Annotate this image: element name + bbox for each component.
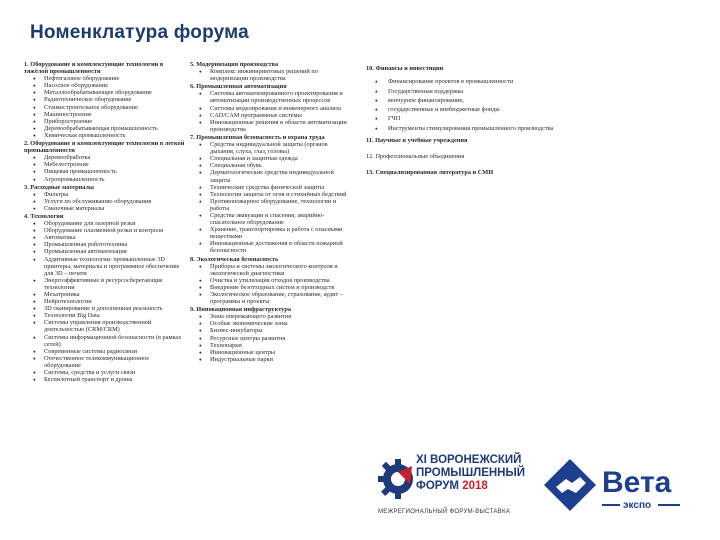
list-item: ● Инновационные достижения в области пожарной безопасности <box>190 240 352 254</box>
list-item: ● Энергоэффективные и ресурсосберегающие технологии <box>24 277 186 291</box>
section-heading: 7. Промышленная безопасность и охрана труда <box>190 133 325 141</box>
section-heading: 5. Модернизация производства <box>190 61 279 68</box>
section-heading-13: 13. Специализированная литература и СМИ <box>366 168 494 176</box>
veta-subtitle: экспо <box>623 500 652 511</box>
forum-logo <box>376 440 531 530</box>
list-item: ● Приборы и системы экологического контроля и экологической диагностики <box>190 263 352 277</box>
list-item: ● Особые экономические зоны <box>190 320 352 327</box>
list-item: ● Отечественное телекоммуникационное оборудование <box>24 355 186 369</box>
section-heading: 2. Оборудование и комплектующие технологии в легкой промышленности <box>24 140 185 155</box>
list-item: ● Системы, средства и услуги связи <box>24 369 186 376</box>
list-item: ● Фильтры <box>24 191 186 198</box>
list-item: ● Бизнес-инкубаторы <box>190 327 352 334</box>
list-item: ● Мебелестроение <box>24 161 186 168</box>
column-3 <box>366 60 566 176</box>
section-list <box>190 141 352 255</box>
list-item: ● Смазочные материалы <box>24 205 186 212</box>
section-heading: 1. Оборудование и комплектующие технологии в тяжёлой промышленности <box>24 61 164 76</box>
list-item: ● Мехатроника <box>24 291 186 298</box>
list-item: ● Инструменты стимулирования промышленного производства <box>366 125 566 132</box>
list-item: ● Беспилотный транспорт и дроны <box>24 376 186 383</box>
list-item: ● Аддитивные технологии: промышленные 3D принтеры, материалы и программное обеспечение для 3D – печати <box>24 256 186 277</box>
list-item: ● Технологии Big Data <box>24 312 186 319</box>
section-list <box>24 220 186 383</box>
list-item: ● Нейротехнологии <box>24 298 186 305</box>
veta-name: Вета <box>602 466 672 499</box>
forum-subtitle: МЕЖРЕГИОНАЛЬНЫЙ ФОРУМ-ВЫСТАВКА <box>378 509 511 515</box>
list-item: ● Средства эвакуации и спасения, аварийно-спасательное оборудование <box>190 212 352 226</box>
list-item: ● Специальная обувь <box>190 162 352 169</box>
list-item: ● Оборудование плазменной резки и контроля <box>24 227 186 234</box>
list-item: ● CAD/CAM программные системы <box>190 112 352 119</box>
list-item: ● 3D сканирование и дополненная реальность <box>24 305 186 312</box>
section-list <box>190 90 352 133</box>
list-item: ● Ресурсные центры развития <box>190 335 352 342</box>
list-item: ● Дерматологические средства индивидуальной защиты <box>190 169 352 183</box>
list-item: ● Финансирование проектов в промышленности <box>366 78 566 85</box>
forum-line-3: ФОРУМ <box>416 480 460 492</box>
list-item: ● Пищевая промышленность <box>24 168 186 175</box>
list-item: ● Насосное оборудование <box>24 82 186 89</box>
list-item: ● Деревообработка <box>24 154 186 161</box>
section-heading: 3. Расходные материалы <box>24 183 94 191</box>
list-item: ● Инновационные решения в области автоматизации производства <box>190 119 352 133</box>
section-list <box>190 313 352 363</box>
list-item: ● Специальная и защитная одежда <box>190 155 352 162</box>
list-item: ● Внедрение безотходных систем и производств <box>190 284 352 291</box>
list-item: ● Средства индивидуальной защиты (органов дыхания, слуха, глаз, головы) <box>190 141 352 155</box>
list-item: ● Радиотехническое оборудование <box>24 96 186 103</box>
forum-line-2: ПРОМЫШЛЕННЫЙ <box>416 467 525 479</box>
list-item: ● Инновационные центры <box>190 349 352 356</box>
list-item: ● Индустриальные парки <box>190 356 352 363</box>
section-heading-12: 12. Профессиональные объединения <box>366 152 465 160</box>
page-title: Номенклатура форума <box>30 22 249 43</box>
list-item: ● Промышленная автоматизация <box>24 248 186 255</box>
forum-logo-text <box>416 454 525 493</box>
list-item: ● Приборостроение <box>24 118 186 125</box>
section-heading: 8. Экологическая безопасность <box>190 255 279 263</box>
list-item: ● Государственная поддержка <box>366 88 566 95</box>
list-item: ● Автоматика <box>24 234 186 241</box>
list-item: ● Деревообрабатывающая промышленность <box>24 125 186 132</box>
list-item: ● Металлообрабатывающее оборудование <box>24 89 186 96</box>
section-list <box>24 191 186 212</box>
section-heading: 9. Инновационная инфраструктура <box>190 306 292 314</box>
section-list <box>190 263 352 306</box>
list-item: ● Промышленная робототехника <box>24 241 186 248</box>
list-item: ● Технические средства физической защиты <box>190 184 352 191</box>
section-heading: 6. Промышленная автоматизация <box>190 83 287 91</box>
list-item: ● Современные системы радиосвязи <box>24 348 186 355</box>
list-item: ● ГЧП <box>366 115 566 122</box>
column-2 <box>190 60 352 363</box>
section-list <box>24 75 186 139</box>
list-item: ● Технологии защиты от огня и стихийных бедствий <box>190 191 352 198</box>
forum-year: 2018 <box>462 480 488 492</box>
list-item: ● Оборудование для лазерной резки <box>24 220 186 227</box>
list-item: ● Системы информационной безопасности (в рамках сетей) <box>24 334 186 348</box>
list-item: ● Очистка и утилизация отходов производства <box>190 277 352 284</box>
handshake-icon <box>544 459 596 511</box>
section-10-list <box>366 78 566 132</box>
veta-expo-logo <box>540 445 690 525</box>
list-item: ● Нефтегазовое оборудование <box>24 75 186 82</box>
list-item: ● Системы управления производственной деятельностью (CRM/CRM) <box>24 319 186 333</box>
list-item: ● Экологическое образование, страхование, аудит – программы и проекты <box>190 291 352 305</box>
section-heading-11: 11. Научные и учебные учреждения <box>366 136 468 144</box>
list-item: ● Зоны опережающего развития <box>190 313 352 320</box>
list-item: ● государственные и внебюджетные фонды <box>366 106 566 113</box>
list-item: ● Комплекс инжиниринговых решений по модернизации производства <box>190 68 352 82</box>
list-item: ● Противопожарное оборудование, технологии и работы <box>190 198 352 212</box>
section-list <box>24 154 186 182</box>
list-item: ● Агропромышленность <box>24 176 186 183</box>
list-item: ● Технопарки <box>190 342 352 349</box>
column-1 <box>24 60 186 383</box>
section-list <box>190 68 352 82</box>
list-item: ● Химическая промышленность <box>24 132 186 139</box>
list-item: ● Хранение, транспортировка и работа с опасными веществами <box>190 226 352 240</box>
section-heading-10: 10. Финансы и инвестиции <box>366 65 444 72</box>
list-item: ● венчурное финансирование, <box>366 97 566 104</box>
forum-line-1: XI ВОРОНЕЖСКИЙ <box>416 454 522 466</box>
list-item: ● Станкостроительное оборудование <box>24 104 186 111</box>
list-item: ● Системы автоматизированного проектирования и автоматизации производственных процессов <box>190 90 352 104</box>
list-item: ● Системы моделирования и инженерного анализа <box>190 105 352 112</box>
list-item: ● Услуги по обслуживанию оборудования <box>24 198 186 205</box>
list-item: ● Машиностроение <box>24 111 186 118</box>
section-heading: 4. Технологии <box>24 212 64 220</box>
